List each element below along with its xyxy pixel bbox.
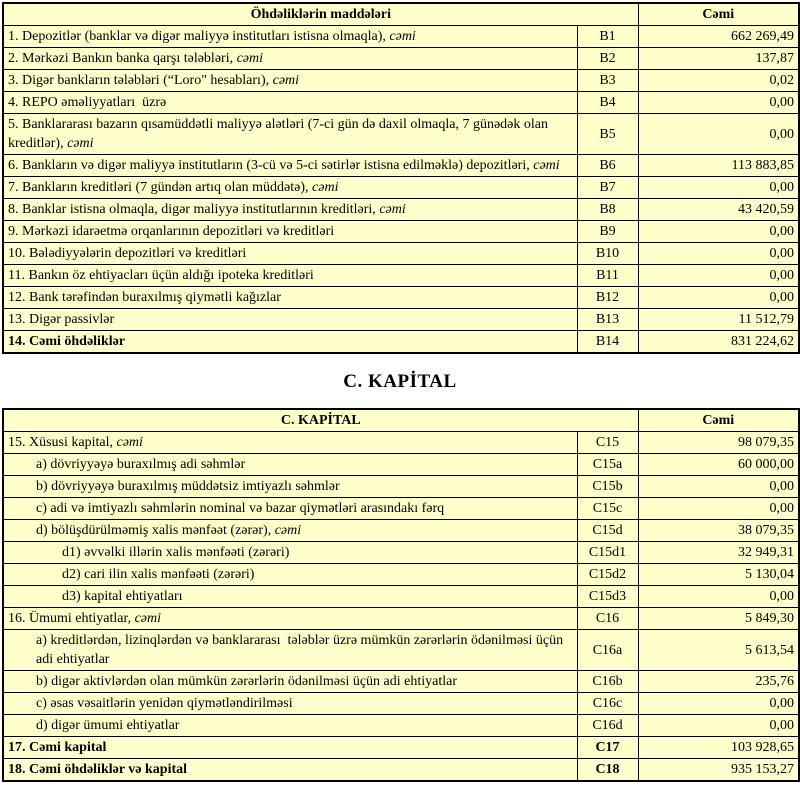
row-value: 98 079,35 <box>638 432 799 454</box>
table-row <box>3 199 799 221</box>
table-row <box>3 454 799 476</box>
capital-header-title: C. KAPİTAL <box>3 409 638 432</box>
row-code: B4 <box>577 92 638 114</box>
row-label-italic-suffix: cəmi <box>67 136 94 151</box>
row-value: 5 849,30 <box>638 608 799 630</box>
row-label: 4. REPO əməliyyatları üzrə <box>3 92 577 114</box>
liabilities-table <box>2 2 800 354</box>
row-label: 3. Digər bankların tələbləri (“Loro" hesabları), cəmi <box>3 70 577 92</box>
table-row <box>3 693 799 715</box>
row-value: 0,00 <box>638 243 799 265</box>
table-row <box>3 70 799 92</box>
row-label: 5. Banklararası bazarın qısamüddətli maliyyə alətləri (7-ci gün də daxil olmaqla, 7 günədək olan kreditlər), cəmi <box>3 114 577 155</box>
row-code: B5 <box>577 114 638 155</box>
row-label: d1) əvvəlki illərin xalis mənfəəti (zərəri) <box>3 542 577 564</box>
table-row <box>3 92 799 114</box>
row-label: 8. Banklar istisna olmaqla, digər maliyyə institutlarının kreditləri, cəmi <box>3 199 577 221</box>
row-code: C15a <box>577 454 638 476</box>
row-label-italic-suffix: cəmi <box>389 29 416 44</box>
row-label: 14. Cəmi öhdəliklər <box>3 331 577 354</box>
table-row <box>3 520 799 542</box>
row-code: B2 <box>577 48 638 70</box>
row-value: 60 000,00 <box>638 454 799 476</box>
row-label: 13. Digər passivlər <box>3 309 577 331</box>
row-code: B13 <box>577 309 638 331</box>
row-value: 32 949,31 <box>638 542 799 564</box>
row-label-italic-suffix: cəmi <box>134 611 162 626</box>
row-label-italic-suffix: cəmi <box>533 158 560 173</box>
row-label: 10. Bələdiyyələrin depozitləri və kreditləri <box>3 243 577 265</box>
row-value: 0,00 <box>638 693 799 715</box>
row-value: 43 420,59 <box>638 199 799 221</box>
row-code: C15d1 <box>577 542 638 564</box>
table-row <box>3 542 799 564</box>
row-code: B10 <box>577 243 638 265</box>
row-code: B1 <box>577 26 638 48</box>
row-code: C15d2 <box>577 564 638 586</box>
table-row <box>3 608 799 630</box>
row-code: C16c <box>577 693 638 715</box>
row-value: 0,00 <box>638 498 799 520</box>
table-row <box>3 759 799 782</box>
row-value: 38 079,35 <box>638 520 799 542</box>
row-code: C15b <box>577 476 638 498</box>
table-row <box>3 177 799 199</box>
row-value: 0,00 <box>638 287 799 309</box>
table-row <box>3 630 799 671</box>
row-value: 0,00 <box>638 221 799 243</box>
row-code: B9 <box>577 221 638 243</box>
row-code: C15 <box>577 432 638 454</box>
table-row <box>3 564 799 586</box>
row-code: B7 <box>577 177 638 199</box>
table-row <box>3 309 799 331</box>
row-code: B12 <box>577 287 638 309</box>
row-label: 15. Xüsusi kapital, cəmi <box>3 432 577 454</box>
row-label: 11. Bankın öz ehtiyacları üçün aldığı ipoteka kreditləri <box>3 265 577 287</box>
row-label: 17. Cəmi kapital <box>3 737 577 759</box>
row-label: 12. Bank tərəfindən buraxılmış qiymətli kağızlar <box>3 287 577 309</box>
row-code: B6 <box>577 155 638 177</box>
capital-header-row <box>3 409 799 432</box>
row-value: 0,02 <box>638 70 799 92</box>
row-value: 0,00 <box>638 715 799 737</box>
table-row <box>3 737 799 759</box>
table-row <box>3 476 799 498</box>
row-value: 0,00 <box>638 476 799 498</box>
row-label-italic-suffix: cəmi <box>272 73 300 88</box>
row-value: 0,00 <box>638 265 799 287</box>
row-label-italic-suffix: cəmi <box>274 523 302 538</box>
table-row <box>3 48 799 70</box>
liabilities-header-total: Cəmi <box>638 3 799 26</box>
row-code: C15d3 <box>577 586 638 608</box>
row-code: C15c <box>577 498 638 520</box>
row-label: a) dövriyyəyə buraxılmış adi səhmlər <box>3 454 577 476</box>
row-label: 9. Mərkəzi idarəetmə orqanlarının depozitləri və kreditləri <box>3 221 577 243</box>
row-label: 18. Cəmi öhdəliklər və kapital <box>3 759 577 782</box>
row-value: 11 512,79 <box>638 309 799 331</box>
row-label: 1. Depozitlər (banklar və digər maliyyə institutları istisna olmaqla), cəmi <box>3 26 577 48</box>
row-label-italic-suffix: cəmi <box>116 435 143 450</box>
capital-table <box>2 408 800 782</box>
row-code: C16d <box>577 715 638 737</box>
table-row <box>3 671 799 693</box>
row-label: 2. Mərkəzi Bankın banka qarşı tələbləri, cəmi <box>3 48 577 70</box>
row-label: b) digər aktivlərdən olan mümkün zərərlərin ödənilməsi üçün adi ehtiyatlar <box>3 671 577 693</box>
row-label: a) kreditlərdən, lizinqlərdən və banklararası tələblər üzrə mümkün zərərlərin ödənilməsi üçün adi ehtiyatlar <box>3 630 577 671</box>
row-value: 137,87 <box>638 48 799 70</box>
row-value: 831 224,62 <box>638 331 799 354</box>
row-label: d) bölüşdürülməmiş xalis mənfəət (zərər), cəmi <box>3 520 577 542</box>
liabilities-header-title: Öhdəliklərin maddələri <box>3 3 638 26</box>
table-row <box>3 221 799 243</box>
liabilities-header-row <box>3 3 799 26</box>
row-label: c) adi və imtiyazlı səhmlərin nominal və bazar qiymətləri arasındakı fərq <box>3 498 577 520</box>
table-row <box>3 586 799 608</box>
row-label-italic-suffix: cəmi <box>312 180 339 195</box>
table-row <box>3 114 799 155</box>
row-label: d2) cari ilin xalis mənfəəti (zərəri) <box>3 564 577 586</box>
row-label: 16. Ümumi ehtiyatlar, cəmi <box>3 608 577 630</box>
row-value: 0,00 <box>638 92 799 114</box>
row-code: C16 <box>577 608 638 630</box>
row-code: B3 <box>577 70 638 92</box>
row-value: 935 153,27 <box>638 759 799 782</box>
capital-section-title: C. KAPİTAL <box>343 371 457 392</box>
table-row <box>3 498 799 520</box>
row-value: 662 269,49 <box>638 26 799 48</box>
table-row <box>3 243 799 265</box>
table-row <box>3 265 799 287</box>
row-code: C16b <box>577 671 638 693</box>
table-row <box>3 432 799 454</box>
row-label-italic-suffix: cəmi <box>379 202 406 217</box>
row-value: 0,00 <box>638 177 799 199</box>
capital-header-total: Cəmi <box>638 409 799 432</box>
table-row <box>3 715 799 737</box>
table-row <box>3 287 799 309</box>
row-code: C17 <box>577 737 638 759</box>
table-row <box>3 26 799 48</box>
row-label: b) dövriyyəyə buraxılmış müddətsiz imtiyazlı səhmlər <box>3 476 577 498</box>
row-label: d) digər ümumi ehtiyatlar <box>3 715 577 737</box>
row-value: 103 928,65 <box>638 737 799 759</box>
row-code: C18 <box>577 759 638 782</box>
row-code: C16a <box>577 630 638 671</box>
row-label-italic-suffix: cəmi <box>236 51 264 66</box>
row-value: 5 130,04 <box>638 564 799 586</box>
table-row <box>3 155 799 177</box>
row-code: C15d <box>577 520 638 542</box>
table-row <box>3 331 799 354</box>
row-label: 7. Bankların kreditləri (7 gündən artıq olan müddətə), cəmi <box>3 177 577 199</box>
row-label: c) əsas vəsaitlərin yenidən qiymətləndirilməsi <box>3 693 577 715</box>
row-value: 0,00 <box>638 114 799 155</box>
row-label: 6. Bankların və digər maliyyə institutların (3-cü və 5-ci sətirlər istisna edilməklə) depozitləri, cəmi <box>3 155 577 177</box>
row-code: B11 <box>577 265 638 287</box>
row-label: d3) kapital ehtiyatları <box>3 586 577 608</box>
row-code: B14 <box>577 331 638 354</box>
row-code: B8 <box>577 199 638 221</box>
row-value: 235,76 <box>638 671 799 693</box>
row-value: 5 613,54 <box>638 630 799 671</box>
row-value: 0,00 <box>638 586 799 608</box>
row-value: 113 883,85 <box>638 155 799 177</box>
